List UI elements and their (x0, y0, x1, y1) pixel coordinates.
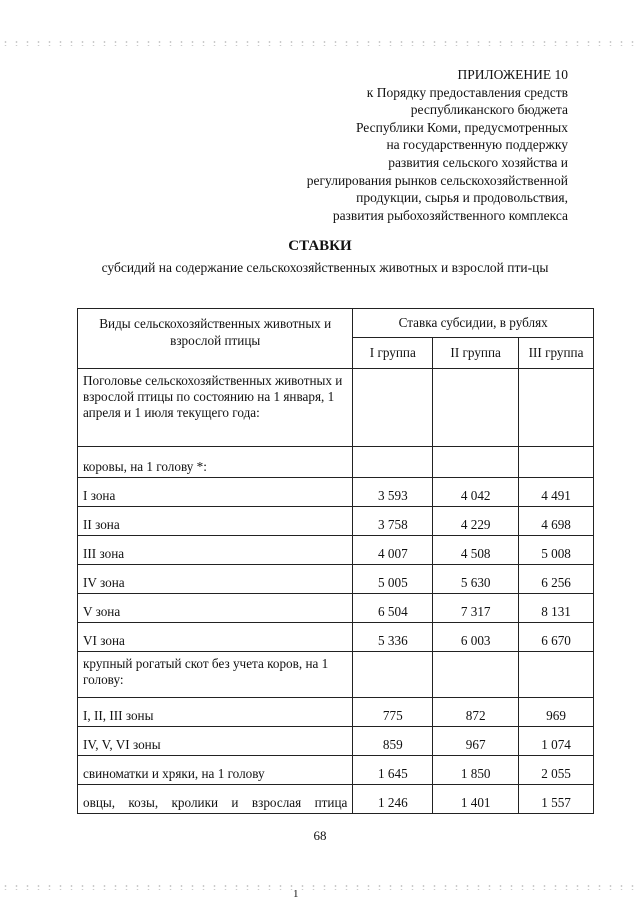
group-3-value: 4 491 (519, 478, 594, 507)
group-1-value: 6 504 (353, 594, 433, 623)
row-label: IV зона (78, 565, 353, 594)
group-1-value: 859 (353, 727, 433, 756)
column-header-group-3: III группа (519, 338, 594, 369)
group-2-value: 967 (433, 727, 519, 756)
document-subtitle: субсидий на содержание сельскохозяйственных животных и взрослой пти-цы (101, 260, 549, 275)
group-2-value: 6 003 (433, 623, 519, 652)
document-title: СТАВКИ (288, 238, 352, 254)
appendix-line: регулирования рынков сельскохозяйственной (306, 172, 568, 188)
group-3-value: 4 698 (519, 507, 594, 536)
table-row (78, 536, 594, 565)
scan-noise-bottom (0, 884, 640, 890)
page-number: 68 (313, 828, 327, 843)
table-row (78, 565, 594, 594)
row-label: свиноматки и хряки, на 1 голову (78, 756, 353, 785)
appendix-line: к Порядку предоставления средств (366, 84, 568, 100)
group-3-value (519, 652, 594, 698)
table-row (78, 756, 594, 785)
group-3-value: 1 074 (519, 727, 594, 756)
appendix-line: на государственную поддержку (386, 137, 568, 153)
group-1-value (353, 652, 433, 698)
column-header-group-2: II группа (433, 338, 519, 369)
group-1-value: 4 007 (353, 536, 433, 565)
appendix-header (208, 66, 568, 224)
appendix-line: продукции, сырья и продовольствия, (356, 190, 568, 206)
group-2-value (433, 447, 519, 478)
row-label: V зона (78, 594, 353, 623)
group-2-value: 4 508 (433, 536, 519, 565)
appendix-line: Республики Коми, предусмотренных (355, 119, 568, 135)
row-label: коровы, на 1 голову *: (78, 447, 353, 478)
group-2-value: 5 630 (433, 565, 519, 594)
row-label: III зона (78, 536, 353, 565)
row-label: IV, V, VI зоны (78, 727, 353, 756)
group-1-value (353, 369, 433, 447)
table-header-row (78, 309, 594, 338)
group-2-value (433, 652, 519, 698)
appendix-line: развития сельского хозяйства и (388, 154, 568, 170)
group-1-value: 5 336 (353, 623, 433, 652)
group-1-value: 5 005 (353, 565, 433, 594)
group-2-value: 4 042 (433, 478, 519, 507)
group-1-value: 3 758 (353, 507, 433, 536)
group-2-value: 1 850 (433, 756, 519, 785)
table-row (78, 447, 594, 478)
table-row (78, 623, 594, 652)
group-3-value: 5 008 (519, 536, 594, 565)
row-label: VI зона (78, 623, 353, 652)
group-1-value: 3 593 (353, 478, 433, 507)
row-label: крупный рогатый скот без учета коров, на 1 голову: (78, 652, 353, 698)
group-1-value: 1 645 (353, 756, 433, 785)
appendix-line: ПРИЛОЖЕНИЕ 10 (457, 67, 568, 82)
group-3-value: 8 131 (519, 594, 594, 623)
group-2-value: 7 317 (433, 594, 519, 623)
group-3-value: 6 256 (519, 565, 594, 594)
appendix-line: развития рыбохозяйственного комплекса (332, 207, 568, 223)
group-1-value: 775 (353, 698, 433, 727)
footer-mark: 1 (293, 888, 299, 900)
group-3-value: 1 557 (519, 785, 594, 814)
column-header-kind: Виды сельскохозяйственных животных и взрослой птицы (78, 309, 353, 369)
table-row (78, 507, 594, 536)
group-1-value: 1 246 (353, 785, 433, 814)
group-3-value: 2 055 (519, 756, 594, 785)
column-header-rate: Ставка субсидии, в рублях (353, 309, 594, 338)
table-row (78, 698, 594, 727)
group-3-value: 6 670 (519, 623, 594, 652)
table-row (78, 478, 594, 507)
group-3-value (519, 369, 594, 447)
table-row (78, 369, 594, 447)
appendix-line: республиканского бюджета (410, 102, 568, 118)
row-label: Поголовье сельскохозяйственных животных и взрослой птицы по состоянию на 1 января, 1 апреля и 1 июля текущего года: (78, 369, 353, 447)
group-3-value (519, 447, 594, 478)
row-label: II зона (78, 507, 353, 536)
group-2-value (433, 369, 519, 447)
group-1-value (353, 447, 433, 478)
table-row (78, 594, 594, 623)
table-row (78, 652, 594, 698)
group-3-value: 969 (519, 698, 594, 727)
group-2-value: 4 229 (433, 507, 519, 536)
row-label: I зона (78, 478, 353, 507)
subsidy-rates-table (77, 308, 594, 814)
row-label: I, II, III зоны (78, 698, 353, 727)
column-header-group-1: I группа (353, 338, 433, 369)
group-2-value: 1 401 (433, 785, 519, 814)
scan-noise-top (0, 40, 640, 46)
group-2-value: 872 (433, 698, 519, 727)
table-row (78, 727, 594, 756)
row-label: овцы, козы, кролики и взрослая птица (78, 785, 353, 814)
table-row (78, 785, 594, 814)
